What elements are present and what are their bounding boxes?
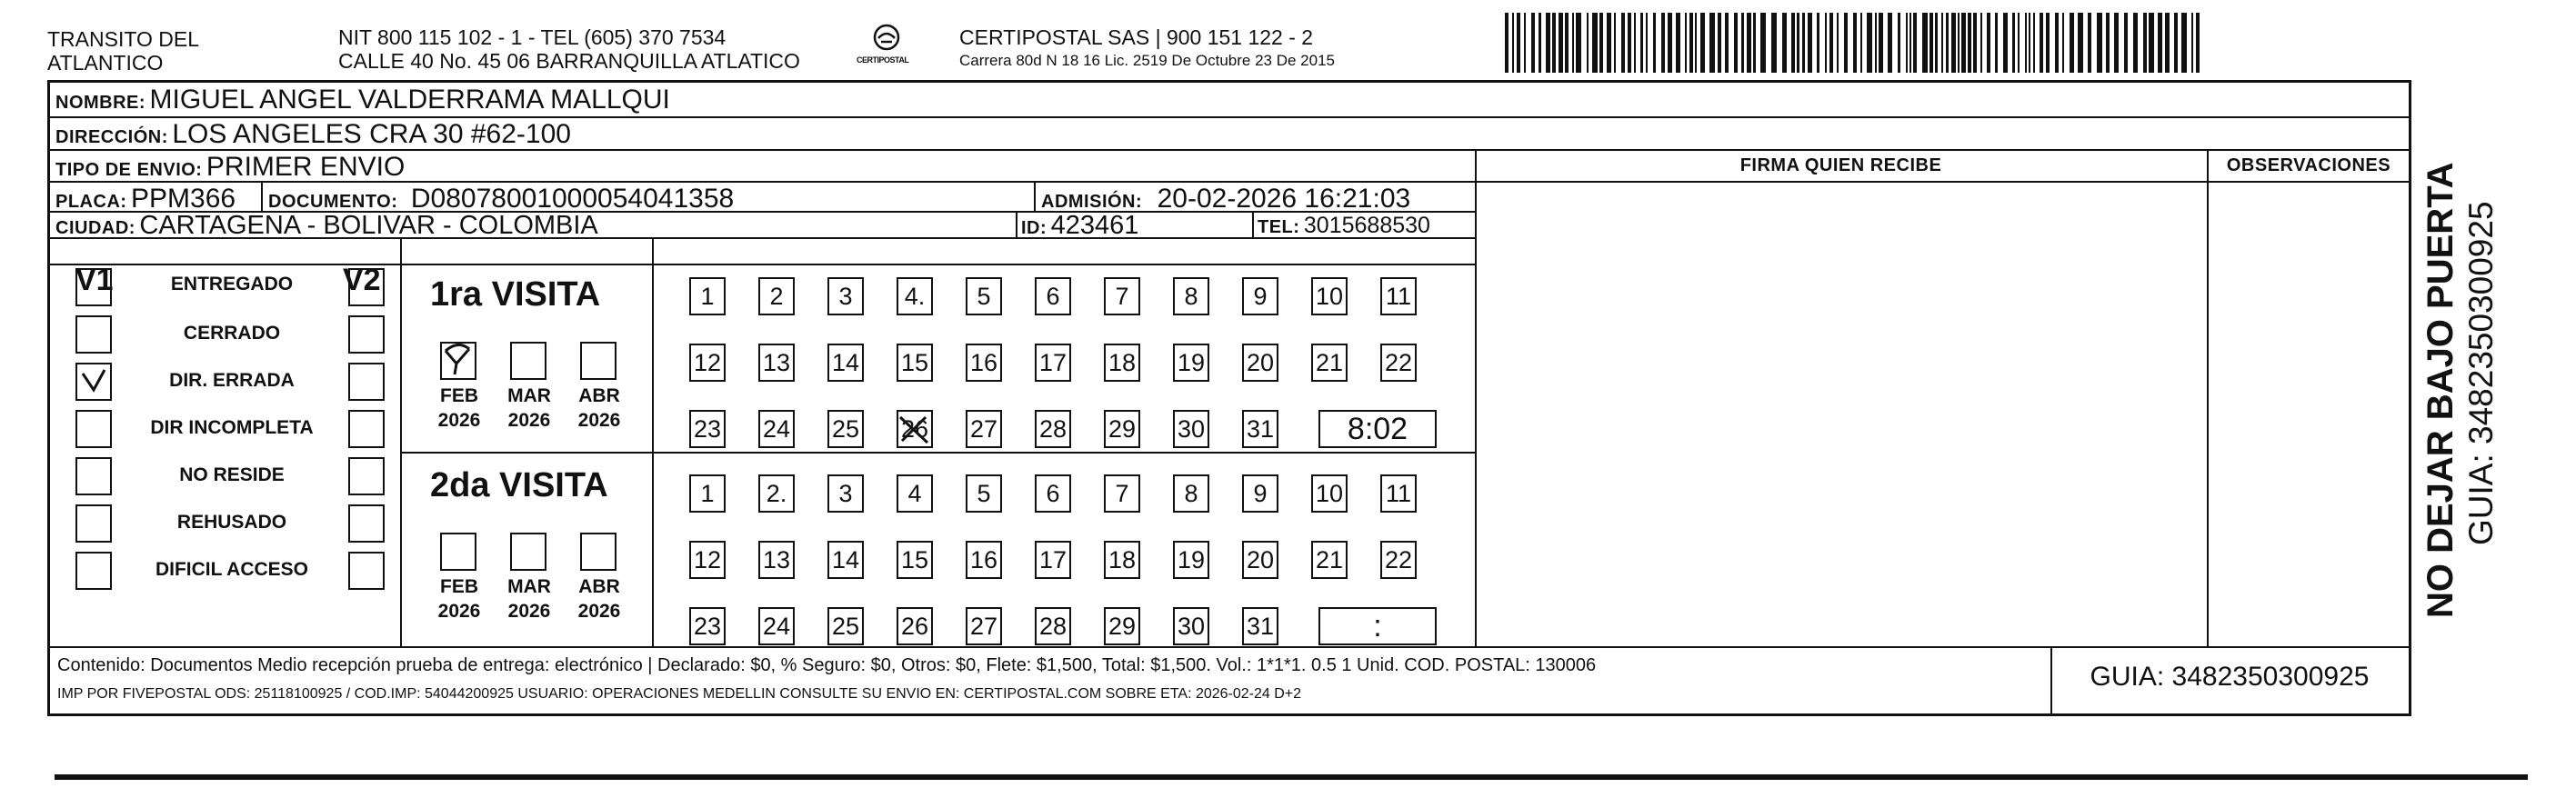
city-row	[55, 211, 598, 241]
sender-name	[47, 27, 199, 75]
day-box[interactable]: 19	[1173, 344, 1209, 382]
day-box[interactable]: 26	[897, 607, 933, 645]
day-box[interactable]: 1	[689, 474, 726, 513]
month-checkbox[interactable]	[580, 533, 616, 571]
day-box[interactable]: 12	[689, 541, 726, 579]
admission-value: 20-02-2026 16:21:03	[1157, 184, 1411, 214]
day-box[interactable]: 10	[1311, 474, 1348, 513]
document-value: D08078001000054041358	[410, 184, 735, 214]
day-box[interactable]: 20	[1242, 344, 1278, 382]
shipment-type: PRIMER ENVIO	[205, 152, 406, 182]
id-label: ID:	[1021, 218, 1047, 238]
day-box[interactable]: 16	[966, 541, 1002, 579]
v1-checkbox[interactable]	[75, 457, 112, 495]
day-box[interactable]: 21	[1311, 541, 1348, 579]
recipient-name-label: NOMBRE:	[55, 93, 146, 113]
status-label: REHUSADO	[176, 512, 287, 533]
recipient-address-row	[55, 119, 571, 150]
courier-name: CERTIPOSTAL SAS | 900 151 122 - 2	[959, 25, 1314, 49]
day-box[interactable]: 3	[827, 277, 864, 315]
day-box[interactable]: 15	[897, 344, 933, 382]
day-box[interactable]: 23	[689, 607, 726, 645]
document-row	[268, 184, 734, 214]
day-box[interactable]: 3	[827, 474, 864, 513]
day-box[interactable]: 8	[1173, 474, 1209, 513]
day-box[interactable]: 9	[1242, 277, 1278, 315]
day-box[interactable]: 13	[758, 541, 795, 579]
month-label: MAR 2026	[507, 576, 551, 622]
time-box[interactable]: :	[1318, 607, 1437, 645]
courier-address: Carrera 80d N 18 16 Lic. 2519 De Octubre 23 De 2015	[959, 52, 1335, 69]
status-label: DIFICIL ACCESO	[155, 559, 308, 580]
day-box[interactable]: 17	[1035, 344, 1071, 382]
day-box[interactable]: 7	[1104, 474, 1140, 513]
v2-label: V2	[343, 263, 381, 297]
day-box[interactable]: 29	[1104, 607, 1140, 645]
day-box[interactable]: 5	[966, 474, 1002, 513]
month-checkbox[interactable]	[580, 342, 616, 380]
time-box[interactable]: 8:02	[1318, 410, 1437, 448]
observations-header: OBSERVACIONES	[2226, 155, 2391, 175]
v2-checkbox[interactable]	[348, 410, 385, 448]
v1-checkbox[interactable]	[75, 410, 112, 448]
courier-logo-text: CERTIPOSTAL	[857, 55, 909, 65]
day-box[interactable]: 17	[1035, 541, 1071, 579]
visit2-title: 2da VISITA	[430, 466, 608, 504]
day-box[interactable]: 8	[1173, 277, 1209, 315]
day-box[interactable]: 30	[1173, 410, 1209, 448]
day-box[interactable]: 28	[1035, 607, 1071, 645]
signature-header: FIRMA QUIEN RECIBE	[1739, 155, 1942, 175]
status-label: DIR. ERRADA	[169, 370, 295, 391]
month-label: ABR 2026	[577, 576, 621, 622]
recipient-address: LOS ANGELES CRA 30 #62-100	[172, 119, 571, 149]
day-box[interactable]: 25	[827, 607, 864, 645]
v1-label: V1	[75, 263, 114, 297]
day-box[interactable]: 24	[758, 607, 795, 645]
day-box[interactable]: 23	[689, 410, 726, 448]
month-checkbox[interactable]	[440, 342, 476, 380]
day-box[interactable]: 2	[758, 277, 795, 315]
day-box[interactable]: 19	[1173, 541, 1209, 579]
status-label: ENTREGADO	[170, 274, 294, 294]
month-checkbox[interactable]	[510, 533, 546, 571]
status-label: NO RESIDE	[179, 464, 285, 485]
plate-row	[55, 184, 236, 214]
day-box[interactable]: 15	[897, 541, 933, 579]
day-box[interactable]: 21	[1311, 344, 1348, 382]
v2-checkbox[interactable]	[348, 457, 385, 495]
day-box[interactable]: 12	[689, 344, 726, 382]
day-box[interactable]: 4	[897, 474, 933, 513]
sender-name-line-2: ATLANTICO	[47, 51, 164, 75]
courier-details	[959, 25, 1335, 70]
day-box[interactable]: 6	[1035, 277, 1071, 315]
v2-checkbox[interactable]	[348, 552, 385, 590]
day-box[interactable]: 13	[758, 344, 795, 382]
v2-checkbox[interactable]	[348, 268, 385, 306]
plate-label: PLACA:	[55, 192, 127, 212]
recipient-name: MIGUEL ANGEL VALDERRAMA MALLQUI	[149, 85, 670, 115]
visit1-title: 1ra VISITA	[430, 275, 601, 314]
day-box[interactable]: 5	[966, 277, 1002, 315]
recipient-name-row	[55, 85, 670, 115]
day-box[interactable]: 11	[1380, 277, 1417, 315]
shipment-type-label: TIPO DE ENVIO:	[55, 160, 203, 180]
sender-address: CALLE 40 No. 45 06 BARRANQUILLA ATLATICO	[338, 49, 800, 73]
status-label: DIR INCOMPLETA	[150, 417, 314, 438]
month-label: FEB 2026	[437, 385, 481, 431]
month-checkbox[interactable]	[440, 533, 476, 571]
document-label: DOCUMENTO:	[268, 192, 398, 212]
id-value: 423461	[1050, 211, 1139, 240]
v1-checkbox[interactable]	[75, 504, 112, 543]
observations-area[interactable]	[2209, 183, 2407, 644]
day-box[interactable]: 20	[1242, 541, 1278, 579]
city-value: CARTAGENA - BOLIVAR - COLOMBIA	[139, 211, 598, 240]
delivery-form	[47, 80, 2411, 716]
do-not-leave-warning: NO DEJAR BAJO PUERTA	[2421, 162, 2461, 618]
recipient-address-label: DIRECCIÓN:	[55, 127, 168, 147]
admission-row	[1041, 184, 1410, 214]
day-box[interactable]: 14	[827, 541, 864, 579]
footer-guide-number: GUIA: 3482350300925	[2090, 662, 2370, 692]
v1-checkbox[interactable]	[75, 363, 112, 401]
day-box[interactable]: 27	[966, 410, 1002, 448]
v1-checkbox[interactable]	[75, 315, 112, 354]
plate-value: PPM366	[131, 184, 236, 214]
signature-area[interactable]	[1477, 183, 2205, 644]
day-box[interactable]: 28	[1035, 410, 1071, 448]
day-box[interactable]: 22	[1380, 541, 1417, 579]
phone-value: 3015688530	[1303, 213, 1430, 238]
printed-by-line: IMP POR FIVEPOSTAL ODS: 25118100925 / COD.IMP: 54044200925 USUARIO: OPERACIONES MEDELLIN CONSULTE SU ENVIO EN: CERTIPOSTAL.COM SOBRE ETA: 2026-02-24 D+2	[57, 686, 1302, 702]
side-text	[2419, 109, 2510, 618]
day-box[interactable]: 31	[1242, 410, 1278, 448]
month-label: ABR 2026	[577, 385, 621, 431]
day-box[interactable]: 11	[1380, 474, 1417, 513]
phone-label: TEL:	[1258, 217, 1300, 237]
day-box[interactable]: 4.	[897, 277, 933, 315]
v2-checkbox[interactable]	[348, 363, 385, 401]
month-label: MAR 2026	[507, 385, 551, 431]
day-box[interactable]: 6	[1035, 474, 1071, 513]
day-box[interactable]: 9	[1242, 474, 1278, 513]
courier-logo	[855, 24, 918, 69]
day-box[interactable]: 16	[966, 344, 1002, 382]
day-box[interactable]: 7	[1104, 277, 1140, 315]
day-box[interactable]: 22	[1380, 344, 1417, 382]
month-checkbox[interactable]	[510, 342, 546, 380]
day-box[interactable]: 25	[827, 410, 864, 448]
day-box[interactable]: 18	[1104, 541, 1140, 579]
status-label: CERRADO	[183, 323, 281, 344]
day-box[interactable]: 26	[897, 410, 933, 448]
day-box[interactable]: 2.	[758, 474, 795, 513]
shipment-type-row	[55, 152, 405, 183]
day-mark-icon	[897, 414, 933, 454]
day-box[interactable]: 24	[758, 410, 795, 448]
day-box[interactable]: 14	[827, 344, 864, 382]
v2-checkbox[interactable]	[348, 504, 385, 543]
sender-name-line-1: TRANSITO DEL	[47, 27, 199, 51]
id-row	[1021, 211, 1138, 241]
day-box[interactable]: 30	[1173, 607, 1209, 645]
month-label: FEB 2026	[437, 576, 481, 622]
barcode	[1505, 13, 2210, 73]
bottom-edge	[55, 774, 2528, 780]
day-box[interactable]: 18	[1104, 344, 1140, 382]
day-box[interactable]: 27	[966, 607, 1002, 645]
day-box[interactable]: 31	[1242, 607, 1278, 645]
sender-nit: NIT 800 115 102 - 1 - TEL (605) 370 7534	[338, 25, 727, 49]
day-box[interactable]: 1	[689, 277, 726, 315]
city-label: CIUDAD:	[55, 218, 135, 238]
v2-checkbox[interactable]	[348, 315, 385, 354]
day-box[interactable]: 10	[1311, 277, 1348, 315]
day-box[interactable]: 29	[1104, 410, 1140, 448]
admission-label: ADMISIÓN:	[1041, 192, 1143, 212]
v1-checkbox[interactable]	[75, 552, 112, 590]
phone-row	[1258, 213, 1430, 239]
sender-details	[338, 25, 800, 73]
contents-line: Contenido: Documentos Medio recepción prueba de entrega: electrónico | Declarado: $0, % Seguro: $0, Otros: $0, Flete: $1,500, Total: $1,500. Vol.: 1*1*1. 0.5 1 Unid. COD. POSTAL: 130006	[57, 655, 1597, 675]
side-guide-number: GUIA: 3482350300925	[2462, 201, 2500, 545]
v1-checkbox[interactable]	[75, 268, 112, 306]
